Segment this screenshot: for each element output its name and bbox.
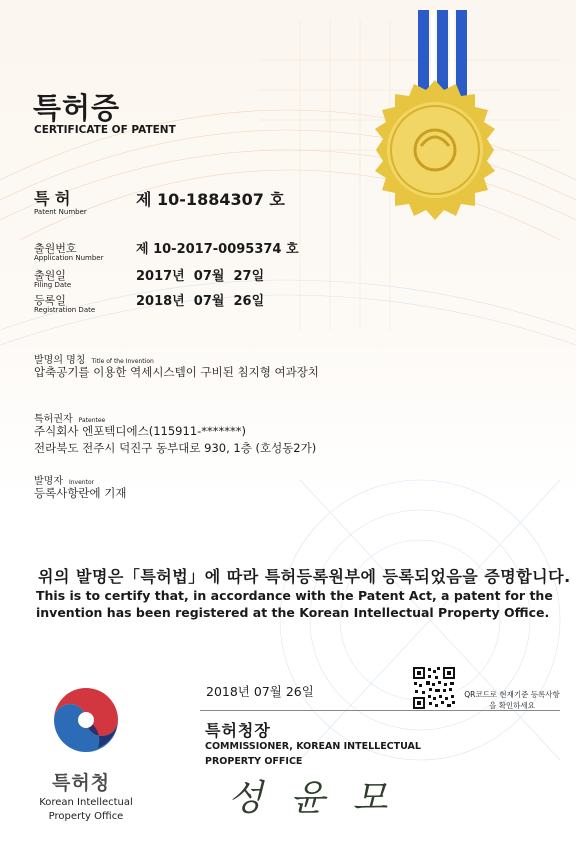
page-title: 특허증	[33, 91, 121, 125]
patentee-label-en: Patentee	[78, 417, 106, 424]
application-label: 출원번호	[34, 242, 77, 255]
kipo-name-ko: 특허청	[52, 772, 111, 794]
filing-label: 출원일	[34, 269, 66, 282]
registration-label: 등록일	[34, 294, 66, 307]
qr-caption: QR코드로 현재기준 등록사항을 확인하세요	[464, 690, 560, 710]
inventor-value: 등록사항란에 기재	[34, 486, 127, 500]
page-subtitle: CERTIFICATE OF PATENT	[34, 124, 176, 136]
invention-label: 발명의 명칭	[34, 355, 86, 366]
patentee-name: 주식회사 엔포텍디에스(115911-*******)	[34, 424, 247, 438]
patent-label-en: Patent Number	[34, 208, 87, 216]
registration-date: 2018년 07월 26일	[136, 294, 265, 309]
patent-number: 제 10-1884307 호	[136, 190, 285, 209]
patentee-address: 전라북도 전주시 덕진구 동부대로 930, 1층 (호성동2가)	[34, 441, 317, 455]
filing-date: 2017년 07월 27일	[136, 269, 265, 284]
issue-date: 2018년 07월 26일	[206, 684, 314, 699]
certification-en: This is to certify that, in accordance with the Patent Act, a patent for the invention has been registered at the Korean Intellectual Property Office.	[36, 588, 553, 620]
inventor-label-en: Inventor	[68, 479, 95, 486]
kipo-logo-icon	[50, 684, 122, 756]
kipo-name-en: Korean Intellectual Property Office	[39, 797, 133, 822]
patent-label: 특 허	[34, 189, 71, 208]
inventor-label: 발명자	[34, 476, 63, 487]
invention-label-en: Title of the Invention	[91, 358, 154, 365]
application-number: 제 10-2017-0095374 호	[136, 242, 299, 257]
commissioner-en: COMMISSIONER, KOREAN INTELLECTUAL PROPERTY OFFICE	[205, 741, 421, 767]
qr-code-icon[interactable]	[412, 666, 456, 710]
gold-seal-icon	[360, 0, 510, 230]
registration-label-en: Registration Date	[34, 306, 96, 314]
signature: 성 윤 모	[228, 778, 396, 819]
patentee-label: 특허권자	[34, 414, 73, 425]
application-label-en: Application Number	[34, 254, 104, 262]
filing-label-en: Filing Date	[34, 281, 72, 289]
invention-title: 압축공기를 이용한 역세시스템이 구비된 침지형 여과장치	[34, 365, 319, 379]
commissioner-ko: 특허청장	[205, 721, 271, 740]
certification-ko: 위의 발명은「특허법」에 따라 특허등록원부에 등록되었음을 증명합니다.	[38, 567, 571, 586]
